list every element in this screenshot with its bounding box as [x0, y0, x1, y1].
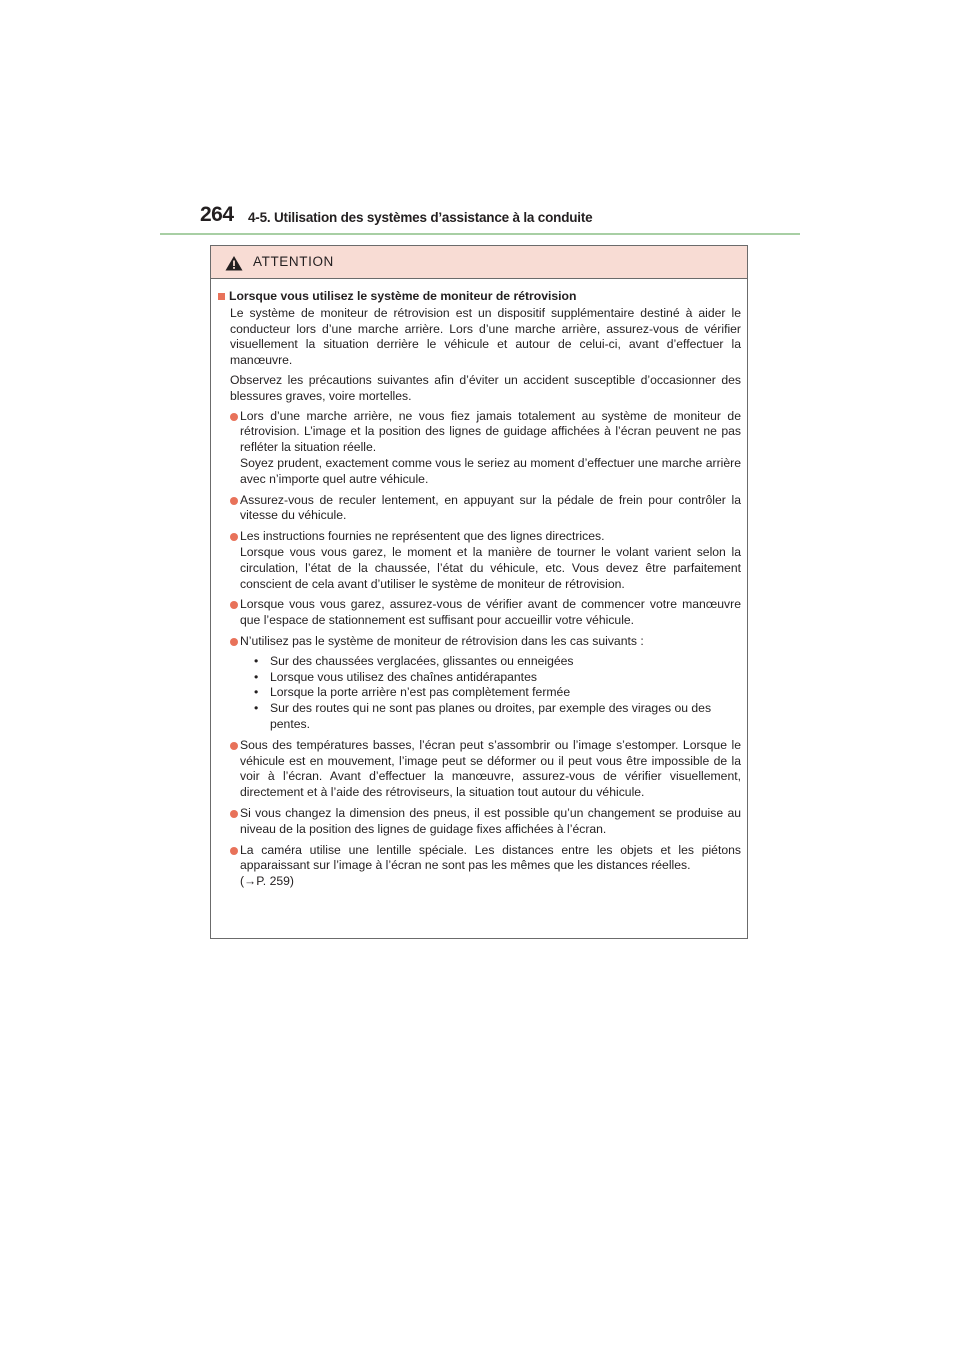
sub-item-text: Lorsque vous utilisez des chaînes antidérapantes [270, 669, 537, 684]
bullet-item [218, 409, 741, 488]
circle-bullet-icon [230, 413, 238, 421]
sub-item-text: Sur des chaussées verglacées, glissantes ou enneigées [270, 653, 574, 668]
circle-bullet-icon [230, 847, 238, 855]
intro-paragraph-1: Le système de moniteur de rétrovision est un dispositif supplémentaire destiné à aider le conducteur lors d’une marche arrière. Lors d’une marche arrière, assurez-vous de vérifier visuellement la situation derrière le véhicule et autour de celui-ci, avant d’effectuer la manœuvre. [230, 305, 741, 368]
warning-label: ATTENTION [253, 254, 334, 269]
circle-bullet-icon [230, 497, 238, 505]
circle-bullet-icon [230, 601, 238, 609]
sub-list-item [240, 654, 741, 670]
bullet-text: Lorsque vous vous garez, le moment et la manière de tourner le volant varient selon la circulation, l’état de la chaussée, l’état du véhicule, etc. Vous devez être parfaitement conscient de cela avant d’utiliser le système de moniteur de rétrovision. [240, 544, 741, 591]
bullet-text: Assurez-vous de reculer lentement, en appuyant sur la pédale de frein pour contrôler la vitesse du véhicule. [240, 492, 741, 523]
page-header [160, 203, 800, 235]
sub-list-item [240, 670, 741, 686]
page-number: 264 [200, 203, 234, 226]
sub-item-text: Lorsque la porte arrière n’est pas complètement fermée [270, 685, 571, 700]
sub-list-item [240, 685, 741, 701]
sub-list-item [240, 701, 741, 733]
circle-bullet-icon [230, 742, 238, 750]
sub-bullet-marker: • [254, 701, 259, 716]
circle-bullet-icon [230, 810, 238, 818]
bullet-item [218, 597, 741, 629]
bullet-text: Soyez prudent, exactement comme vous le seriez au moment d’effectuer une marche arrière avec n’importe quel autre véhicule. [240, 455, 741, 486]
bullet-item [218, 843, 741, 890]
bullet-item [218, 738, 741, 801]
circle-bullet-icon [230, 533, 238, 541]
warning-body [211, 279, 747, 890]
sub-bullet-marker: • [254, 653, 259, 668]
sub-list [240, 654, 741, 733]
warning-triangle-icon [225, 255, 243, 271]
bullet-text: Lorsque vous vous garez, assurez-vous de vérifier avant de commencer votre manœuvre que l’espace de stationnement est suffisant pour accueillir votre véhicule. [240, 597, 741, 628]
header-rule [160, 233, 800, 235]
bullet-text: La caméra utilise une lentille spéciale. Les distances entre les objets et les piétons apparaissant sur l’image à l’écran ne sont pas les mêmes que les distances réelles. [240, 842, 741, 873]
bullet-item [218, 493, 741, 525]
bullet-item [218, 634, 741, 733]
warning-box [210, 245, 748, 939]
bullet-item [218, 806, 741, 838]
warning-heading [218, 289, 741, 305]
sub-bullet-marker: • [254, 669, 259, 684]
sub-item-text: Sur des routes qui ne sont pas planes ou droites, par exemple des virages ou des pentes. [270, 701, 712, 731]
bullet-text: Sous des températures basses, l’écran peut s’assombrir ou l’image s’estomper. Lorsque le véhicule est en mouvement, l’image peut se déformer ou il peut vous être impossible de la voir à l’écran. Avant d’effectuer la manœuvre, assurez-vous de vérifier visuellement, directement et à l’aide des rétroviseurs, la situation tout autour du véhicule. [240, 737, 741, 800]
bullet-text: N’utilisez pas le système de moniteur de rétrovision dans les cas suivants : [240, 633, 644, 648]
intro-paragraph-2: Observez les précautions suivantes afin d’éviter un accident susceptible d’occasionner des blessures graves, voire mortelles. [230, 372, 741, 403]
page-reference-link[interactable]: (→P. 259) [240, 874, 294, 889]
section-title: 4-5. Utilisation des systèmes d’assistance à la conduite [248, 210, 593, 225]
bullet-text: Lors d’une marche arrière, ne vous fiez jamais totalement au système de moniteur de rétrovision. L’image et la position des lignes de guidage affichées à l’écran peuvent ne pas refléter la situation réelle. [240, 408, 741, 455]
square-bullet-icon [218, 293, 225, 300]
bullet-item [218, 529, 741, 592]
warning-heading-text: Lorsque vous utilisez le système de moniteur de rétrovision [229, 289, 577, 303]
warning-header [211, 246, 747, 279]
circle-bullet-icon [230, 638, 238, 646]
sub-bullet-marker: • [254, 685, 259, 700]
bullet-text: Si vous changez la dimension des pneus, il est possible qu’un changement se produise au niveau de la position des lignes de guidage fixes affichées à l’écran. [240, 805, 741, 836]
bullet-text: Les instructions fournies ne représentent que des lignes directrices. [240, 529, 605, 544]
